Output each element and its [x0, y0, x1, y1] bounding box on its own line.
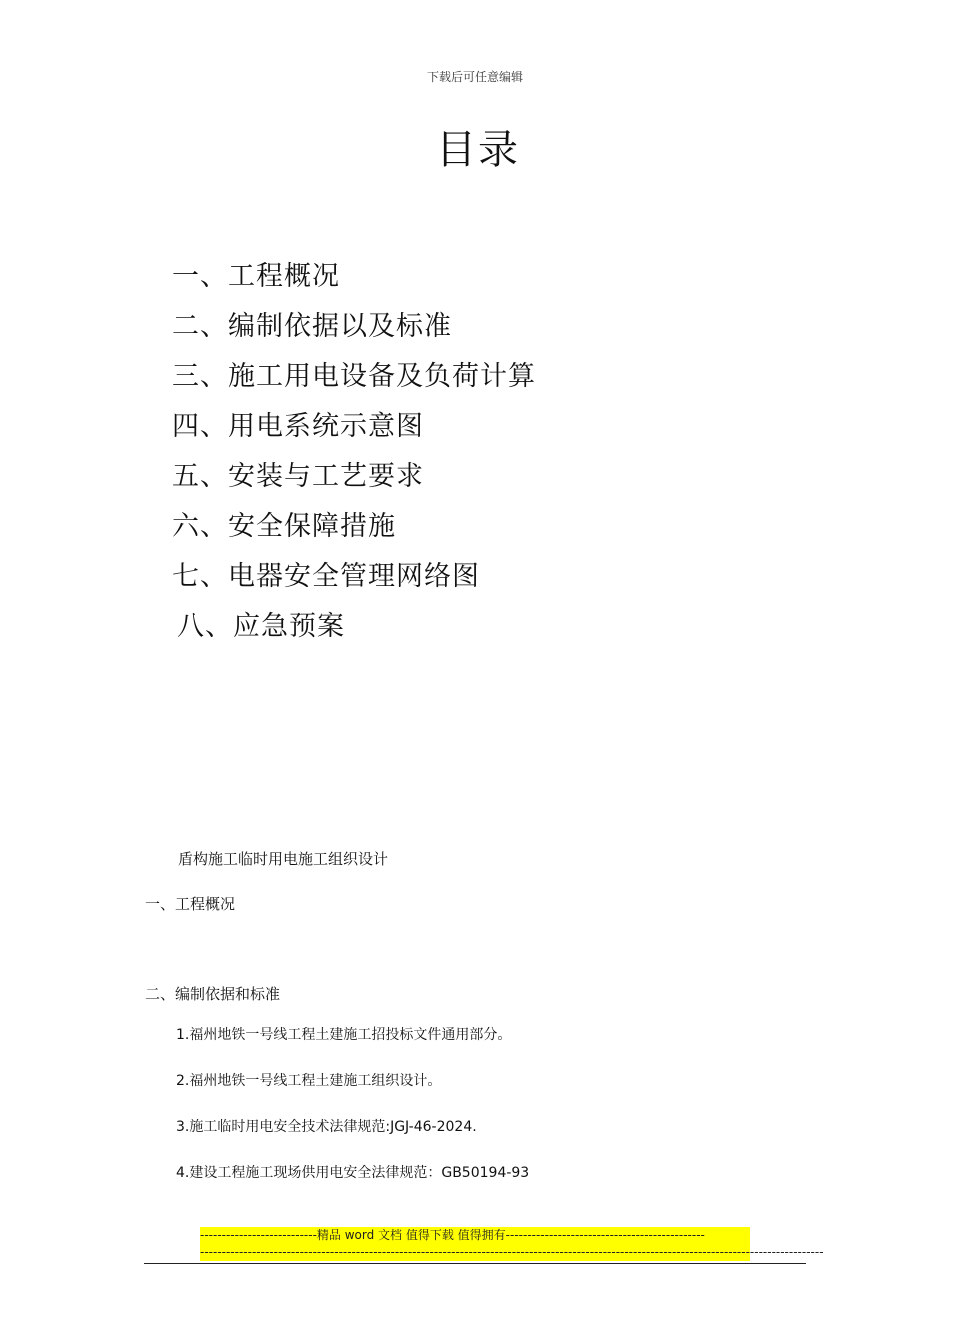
document-title: 盾构施工临时用电施工组织设计: [178, 850, 389, 868]
toc-item-installation-requirements: 五、安装与工艺要求: [172, 461, 424, 492]
footer-banner-line: ---------------------------精品 word 文档 值得下载 值得拥有----------------------------------------------: [200, 1228, 705, 1242]
toc-item-equipment-and-load: 三、施工用电设备及负荷计算: [172, 361, 536, 392]
footer-banner-line: ------------------------------------------------------------------------------------------------------------------------------------------------: [200, 1245, 824, 1259]
footer-banner: [200, 1227, 824, 1261]
toc-item-project-overview: 一、工程概况: [172, 261, 340, 292]
toc-item-safety-network: 七、电器安全管理网络图: [172, 561, 480, 592]
toc-item-basis-and-standards: 二、编制依据以及标准: [172, 311, 452, 342]
toc-item-emergency-plan: 八、应急预案: [177, 611, 345, 642]
toc-item-safety-measures: 六、安全保障措施: [172, 511, 396, 542]
reference-item: 2.福州地铁一号线工程土建施工组织设计。: [176, 1073, 442, 1089]
reference-list: [176, 1022, 529, 1206]
page-header-note: 下载后可任意编辑: [426, 70, 523, 84]
section-heading-overview: 一、工程概况: [145, 895, 236, 913]
toc-item-system-diagram: 四、用电系统示意图: [172, 411, 424, 442]
table-of-contents: [172, 252, 536, 652]
reference-item: 3.施工临时用电安全技术法律规范:JGJ-46-2024.: [176, 1119, 477, 1135]
reference-item: 4.建设工程施工现场供用电安全法律规范：GB50194-93: [176, 1165, 530, 1181]
toc-title: 目录: [436, 127, 520, 173]
section-heading-basis: 二、编制依据和标准: [145, 985, 281, 1003]
reference-item: 1.福州地铁一号线工程土建施工招投标文件通用部分。: [176, 1027, 512, 1043]
footer-rule: [144, 1263, 806, 1264]
